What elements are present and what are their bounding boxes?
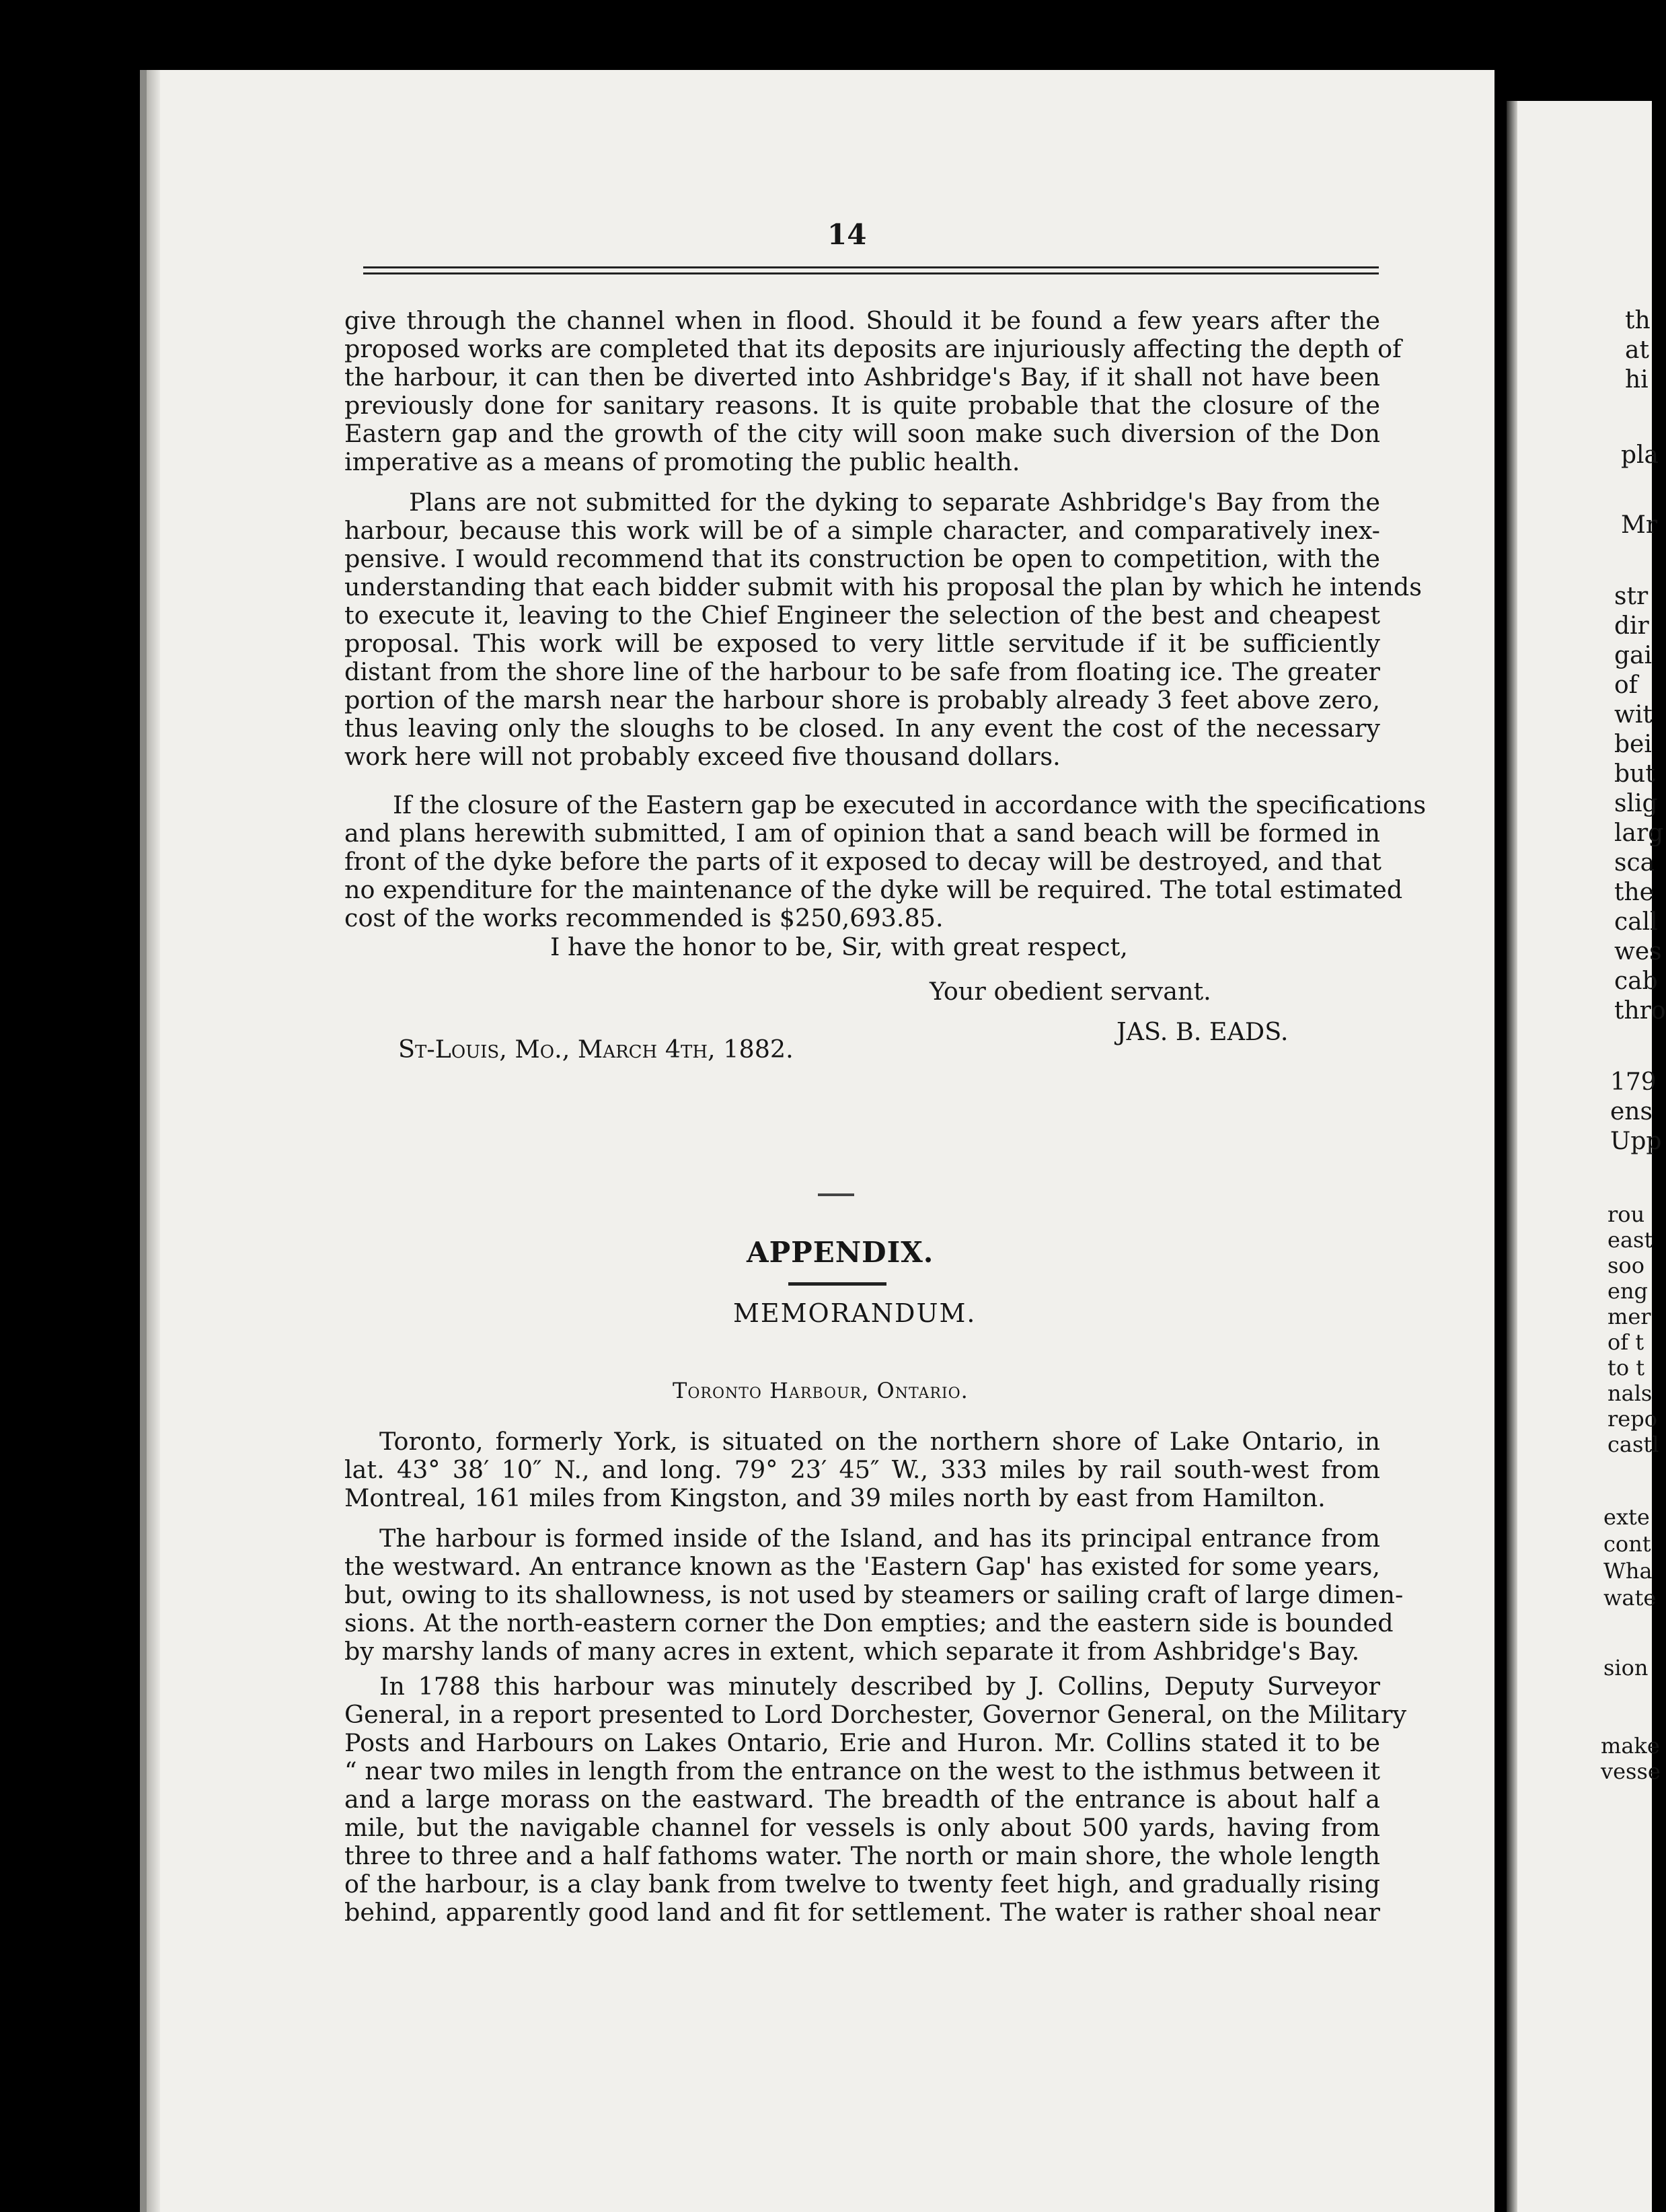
right-fragment: call xyxy=(1614,908,1658,936)
text-line: and plans herewith submitted, I am of opinion that a sand beach will be formed in xyxy=(344,819,1380,848)
right-fragment: thro xyxy=(1614,997,1666,1025)
place-date: St-Louis, Mo., March 4th, 1882. xyxy=(398,1035,794,1064)
text-line: General, in a report presented to Lord Dorchester, Governor General, on the Military xyxy=(344,1700,1407,1729)
right-fragment: wit xyxy=(1614,701,1653,729)
title-underline xyxy=(788,1282,886,1286)
text-line: behind, apparently good land and fit for settlement. The water is rather shoal near xyxy=(344,1898,1380,1927)
text-line: If the closure of the Eastern gap be executed in accordance with the specifications xyxy=(393,790,1427,819)
section-divider xyxy=(818,1193,854,1196)
text-line: work here will not probably exceed five thousand dollars. xyxy=(344,742,1061,771)
text-line: no expenditure for the maintenance of the dyke will be required. The total estimated xyxy=(344,875,1403,904)
right-fragment: cont xyxy=(1603,1531,1651,1557)
right-fragment: gai xyxy=(1614,642,1653,669)
header-rule xyxy=(363,266,1379,274)
right-fragment: str xyxy=(1614,583,1649,610)
text-line: and a large morass on the eastward. The breadth of the entrance is about half a xyxy=(344,1785,1380,1814)
right-fragment: vesse xyxy=(1601,1759,1661,1784)
text-line: pensive. I would recommend that its construction be open to competition, with the xyxy=(344,544,1380,573)
text-line: Eastern gap and the growth of the city will soon make such diversion of the Don xyxy=(344,419,1380,448)
body-paragraph-1 xyxy=(344,306,1402,476)
right-fragment: the xyxy=(1614,879,1654,906)
text-line: portion of the marsh near the harbour shore is probably already 3 feet above zero, xyxy=(344,686,1380,714)
text-line: In 1788 this harbour was minutely described by J. Collins, Deputy Surveyor xyxy=(379,1672,1380,1701)
text-line: to execute it, leaving to the Chief Engineer the selection of the best and cheapest xyxy=(344,601,1380,630)
closing-valediction: Your obedient servant. xyxy=(930,977,1211,1006)
right-fragment: wes xyxy=(1614,938,1662,965)
appendix-paragraph-1 xyxy=(344,1428,1380,1512)
text-line: cost of the works recommended is $250,693.85. xyxy=(344,904,944,932)
text-line: the harbour, it can then be diverted into Ashbridge's Bay, if it shall not have been xyxy=(344,363,1380,392)
text-line: the westward. An entrance known as the 'Eastern Gap' has existed for some years, xyxy=(344,1552,1380,1581)
right-fragment: ens xyxy=(1610,1098,1653,1126)
right-fragment: mer xyxy=(1607,1304,1651,1329)
memorandum-heading: MEMORANDUM. xyxy=(733,1298,977,1328)
text-line: harbour, because this work will be of a simple character, and comparatively inex- xyxy=(344,516,1380,545)
text-line: imperative as a means of promoting the public health. xyxy=(344,447,1020,476)
text-line: The harbour is formed inside of the Island, and has its principal entrance from xyxy=(379,1524,1380,1553)
body-paragraph-3 xyxy=(344,790,1427,932)
section-heading: Toronto Harbour, Ontario. xyxy=(673,1378,969,1403)
text-line: give through the channel when in flood. Should it be found a few years after the xyxy=(344,306,1380,335)
right-fragment: hi xyxy=(1625,366,1649,394)
text-line: lat. 43° 38′ 10″ N., and long. 79° 23′ 45″ W., 333 miles by rail south-west from xyxy=(344,1455,1380,1484)
right-fragment: east xyxy=(1607,1227,1653,1253)
right-fragment: Mr xyxy=(1621,511,1658,539)
appendix-paragraph-3 xyxy=(344,1672,1407,1927)
right-fragment: bei xyxy=(1614,731,1652,758)
page-number: 14 xyxy=(827,218,867,251)
right-fragment: eng xyxy=(1607,1278,1649,1304)
right-page-edge xyxy=(1507,101,1652,2212)
text-line: thus leaving only the sloughs to be closed. In any event the cost of the necessary xyxy=(344,714,1380,743)
text-line: Montreal, 161 miles from Kingston, and 39 miles north by east from Hamilton. xyxy=(344,1483,1326,1512)
text-line: sions. At the north-eastern corner the Don empties; and the eastern side is bounded xyxy=(344,1609,1394,1637)
right-fragment: nals xyxy=(1607,1380,1653,1406)
text-line: previously done for sanitary reasons. It is quite probable that the closure of the xyxy=(344,391,1380,420)
text-line: distant from the shore line of the harbour to be safe from floating ice. The greater xyxy=(344,657,1380,686)
right-fragment: slig xyxy=(1614,790,1658,817)
text-line: Posts and Harbours on Lakes Ontario, Erie and Huron. Mr. Collins stated it to be xyxy=(344,1728,1380,1757)
closing-greeting: I have the honor to be, Sir, with great respect, xyxy=(550,932,1128,961)
text-line: understanding that each bidder submit with his proposal the plan by which he intends xyxy=(344,573,1423,601)
signature: JAS. B. EADS. xyxy=(1116,1017,1289,1046)
right-fragment: to t xyxy=(1607,1355,1645,1380)
right-fragment: Wha xyxy=(1603,1558,1653,1584)
text-line: but, owing to its shallowness, is not used by steamers or sailing craft of large dimen- xyxy=(344,1580,1404,1609)
right-fragment: Upp xyxy=(1610,1128,1662,1155)
text-line: Plans are not submitted for the dyking to separate Ashbridge's Bay from the xyxy=(409,488,1380,517)
text-line: three to three and a half fathoms water. The north or main shore, the whole length xyxy=(344,1841,1380,1870)
right-fragment: rou xyxy=(1607,1202,1645,1227)
right-fragment: soo xyxy=(1607,1253,1644,1278)
text-line: proposal. This work will be exposed to very little servitude if it be sufficiently xyxy=(344,629,1380,658)
appendix-title: APPENDIX. xyxy=(747,1236,934,1269)
appendix-paragraph-2 xyxy=(344,1524,1404,1666)
text-line: proposed works are completed that its deposits are injuriously affecting the depth of xyxy=(344,334,1402,363)
right-fragment: cab xyxy=(1614,967,1658,995)
right-fragment: repo xyxy=(1607,1406,1657,1432)
body-paragraph-2 xyxy=(344,488,1423,771)
text-line: by marshy lands of many acres in extent, which separate it from Ashbridge's Bay. xyxy=(344,1637,1360,1666)
right-fragment: castl xyxy=(1607,1432,1659,1457)
right-fragment: larg xyxy=(1614,819,1664,847)
text-line: of the harbour, is a clay bank from twelve to twenty feet high, and gradually rising xyxy=(344,1870,1380,1898)
text-line: “ near two miles in length from the entrance on the west to the isthmus between it xyxy=(344,1757,1380,1785)
right-fragment: exte xyxy=(1603,1504,1650,1530)
page-edge-shadow xyxy=(147,70,160,2212)
right-fragment: of xyxy=(1614,671,1638,699)
right-fragment: 179 xyxy=(1610,1068,1657,1096)
right-fragment: th xyxy=(1625,307,1651,334)
right-fragment: at xyxy=(1625,336,1649,364)
right-fragment: wate xyxy=(1603,1585,1657,1611)
right-fragment: sion xyxy=(1603,1655,1649,1681)
right-fragment: sca xyxy=(1614,849,1655,877)
text-line: mile, but the navigable channel for vessels is only about 500 yards, having from xyxy=(344,1813,1380,1842)
text-line: front of the dyke before the parts of it exposed to decay will be destroyed, and that xyxy=(344,847,1381,876)
book-gutter xyxy=(1507,101,1517,2212)
right-fragment: of t xyxy=(1607,1329,1644,1355)
right-fragment: but xyxy=(1614,760,1655,788)
right-fragment: dir xyxy=(1614,612,1649,640)
text-line: Toronto, formerly York, is situated on the northern shore of Lake Ontario, in xyxy=(379,1427,1380,1456)
right-fragment: make xyxy=(1601,1733,1660,1759)
right-fragment: pla xyxy=(1621,441,1659,469)
